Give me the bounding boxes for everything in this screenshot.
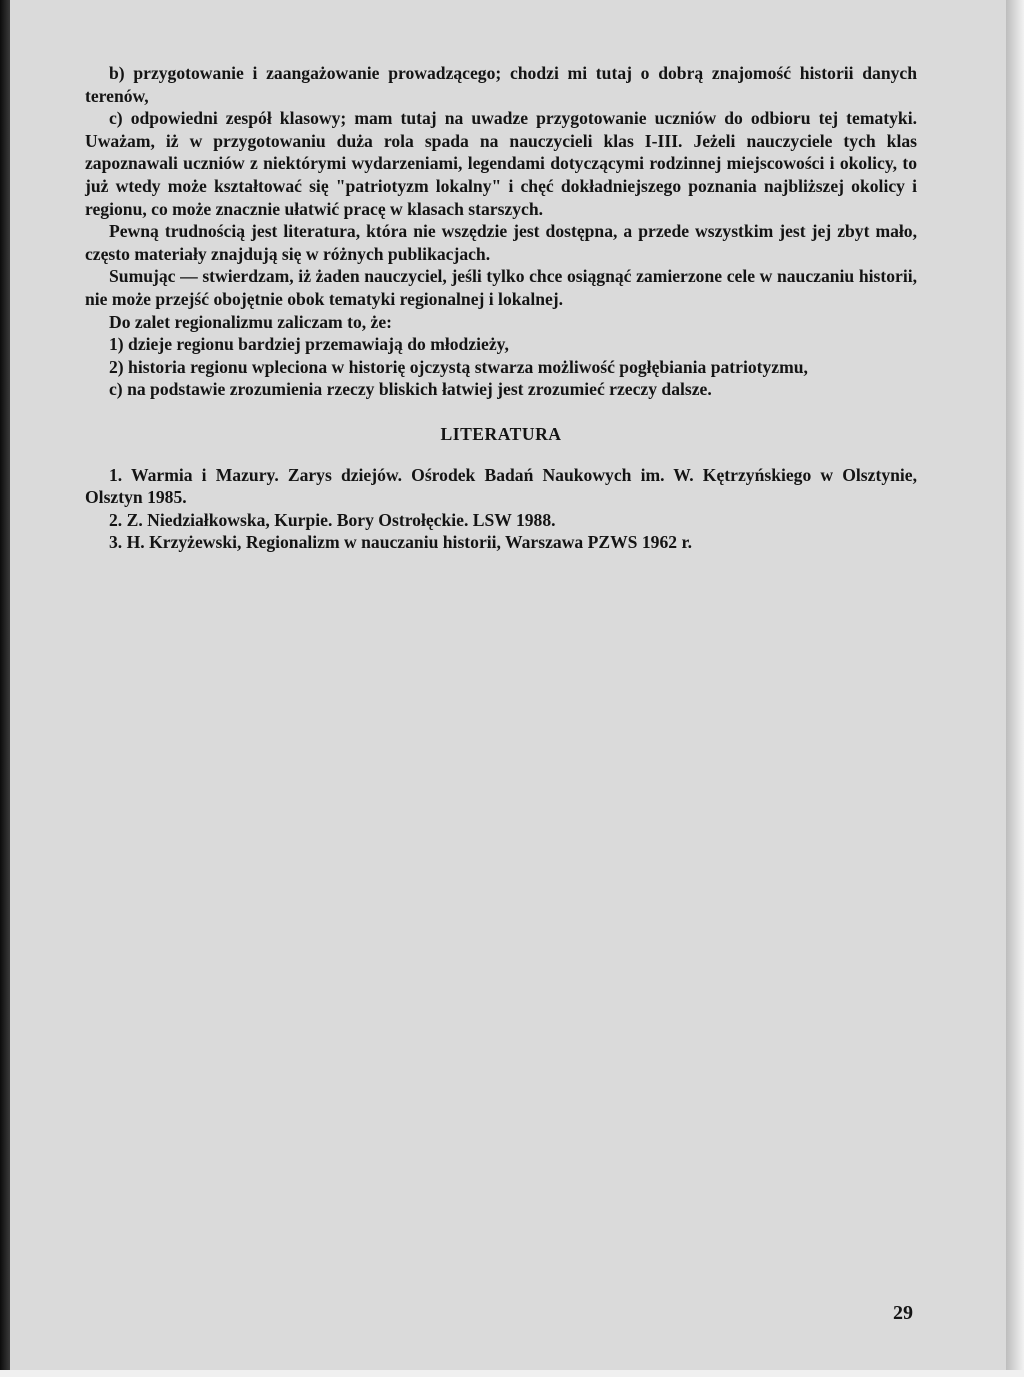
reference-item: 3. H. Krzyżewski, Regionalizm w nauczaniu historii, Warszawa PZWS 1962 r. <box>109 532 693 553</box>
scan-right-shadow <box>1006 0 1024 1377</box>
reference-item: 2. Z. Niedziałkowska, Kurpie. Bory Ostrołęckie. LSW 1988. <box>109 509 556 530</box>
scan-bottom-edge <box>0 1370 1024 1377</box>
paragraph-c: c) odpowiedni zespół klasowy; mam tutaj na uwadze przygotowanie uczniów do odbioru tej tematyki. Uważam, iż w przygotowaniu duża rola spada na nauczycieli klas I-III. Jeżeli nauczyciele tych klas zapoznawali uczniów z niektórymi wydarzeniami, legendami dotyczącymi rodzinnej miejscowości i okolicy, to już wtedy może kształtować się "patriotyzm lokalny" i chęć dokładniejszego poznania najbliższej okolicy i regionu, co może znacznie ułatwić pracę w klasach starszych. <box>85 108 917 219</box>
scan-left-shadow <box>0 0 10 1377</box>
list-item-3: c) na podstawie zrozumienia rzeczy bliskich łatwiej jest zrozumieć rzeczy dalsze. <box>109 379 712 400</box>
list-item-1: 1) dzieje regionu bardziej przemawiają do młodzieży, <box>109 334 509 355</box>
page-body <box>85 62 917 554</box>
paragraph-advantages-intro: Do zalet regionalizmu zaliczam to, że: <box>109 311 393 332</box>
paragraph-summary: Sumując — stwierdzam, iż żaden nauczyciel, jeśli tylko chce osiągnąć zamierzone cele w nauczaniu historii, nie może przejść obojętnie obok tematyki regionalnej i lokalnej. <box>85 266 917 309</box>
reference-item: 1. Warmia i Mazury. Zarys dziejów. Ośrodek Badań Naukowych im. W. Kętrzyńskiego w Olsztynie, Olsztyn 1985. <box>85 464 917 508</box>
page-number: 29 <box>893 1302 913 1324</box>
reference-list <box>85 464 917 554</box>
list-item-2: 2) historia regionu wpleciona w historię ojczystą stwarza możliwość pogłębiania patriotyzmu, <box>109 356 808 377</box>
paragraph-b: b) przygotowanie i zaangażowanie prowadzącego; chodzi mi tutaj o dobrą znajomość historii danych terenów, <box>85 63 917 106</box>
paragraph-literature-difficulty: Pewną trudnością jest literatura, która nie wszędzie jest dostępna, a przede wszystkim jest jej zbyt mało, często materiały znajdują się w różnych publikacjach. <box>85 221 917 264</box>
literature-heading: LITERATURA <box>440 423 562 444</box>
